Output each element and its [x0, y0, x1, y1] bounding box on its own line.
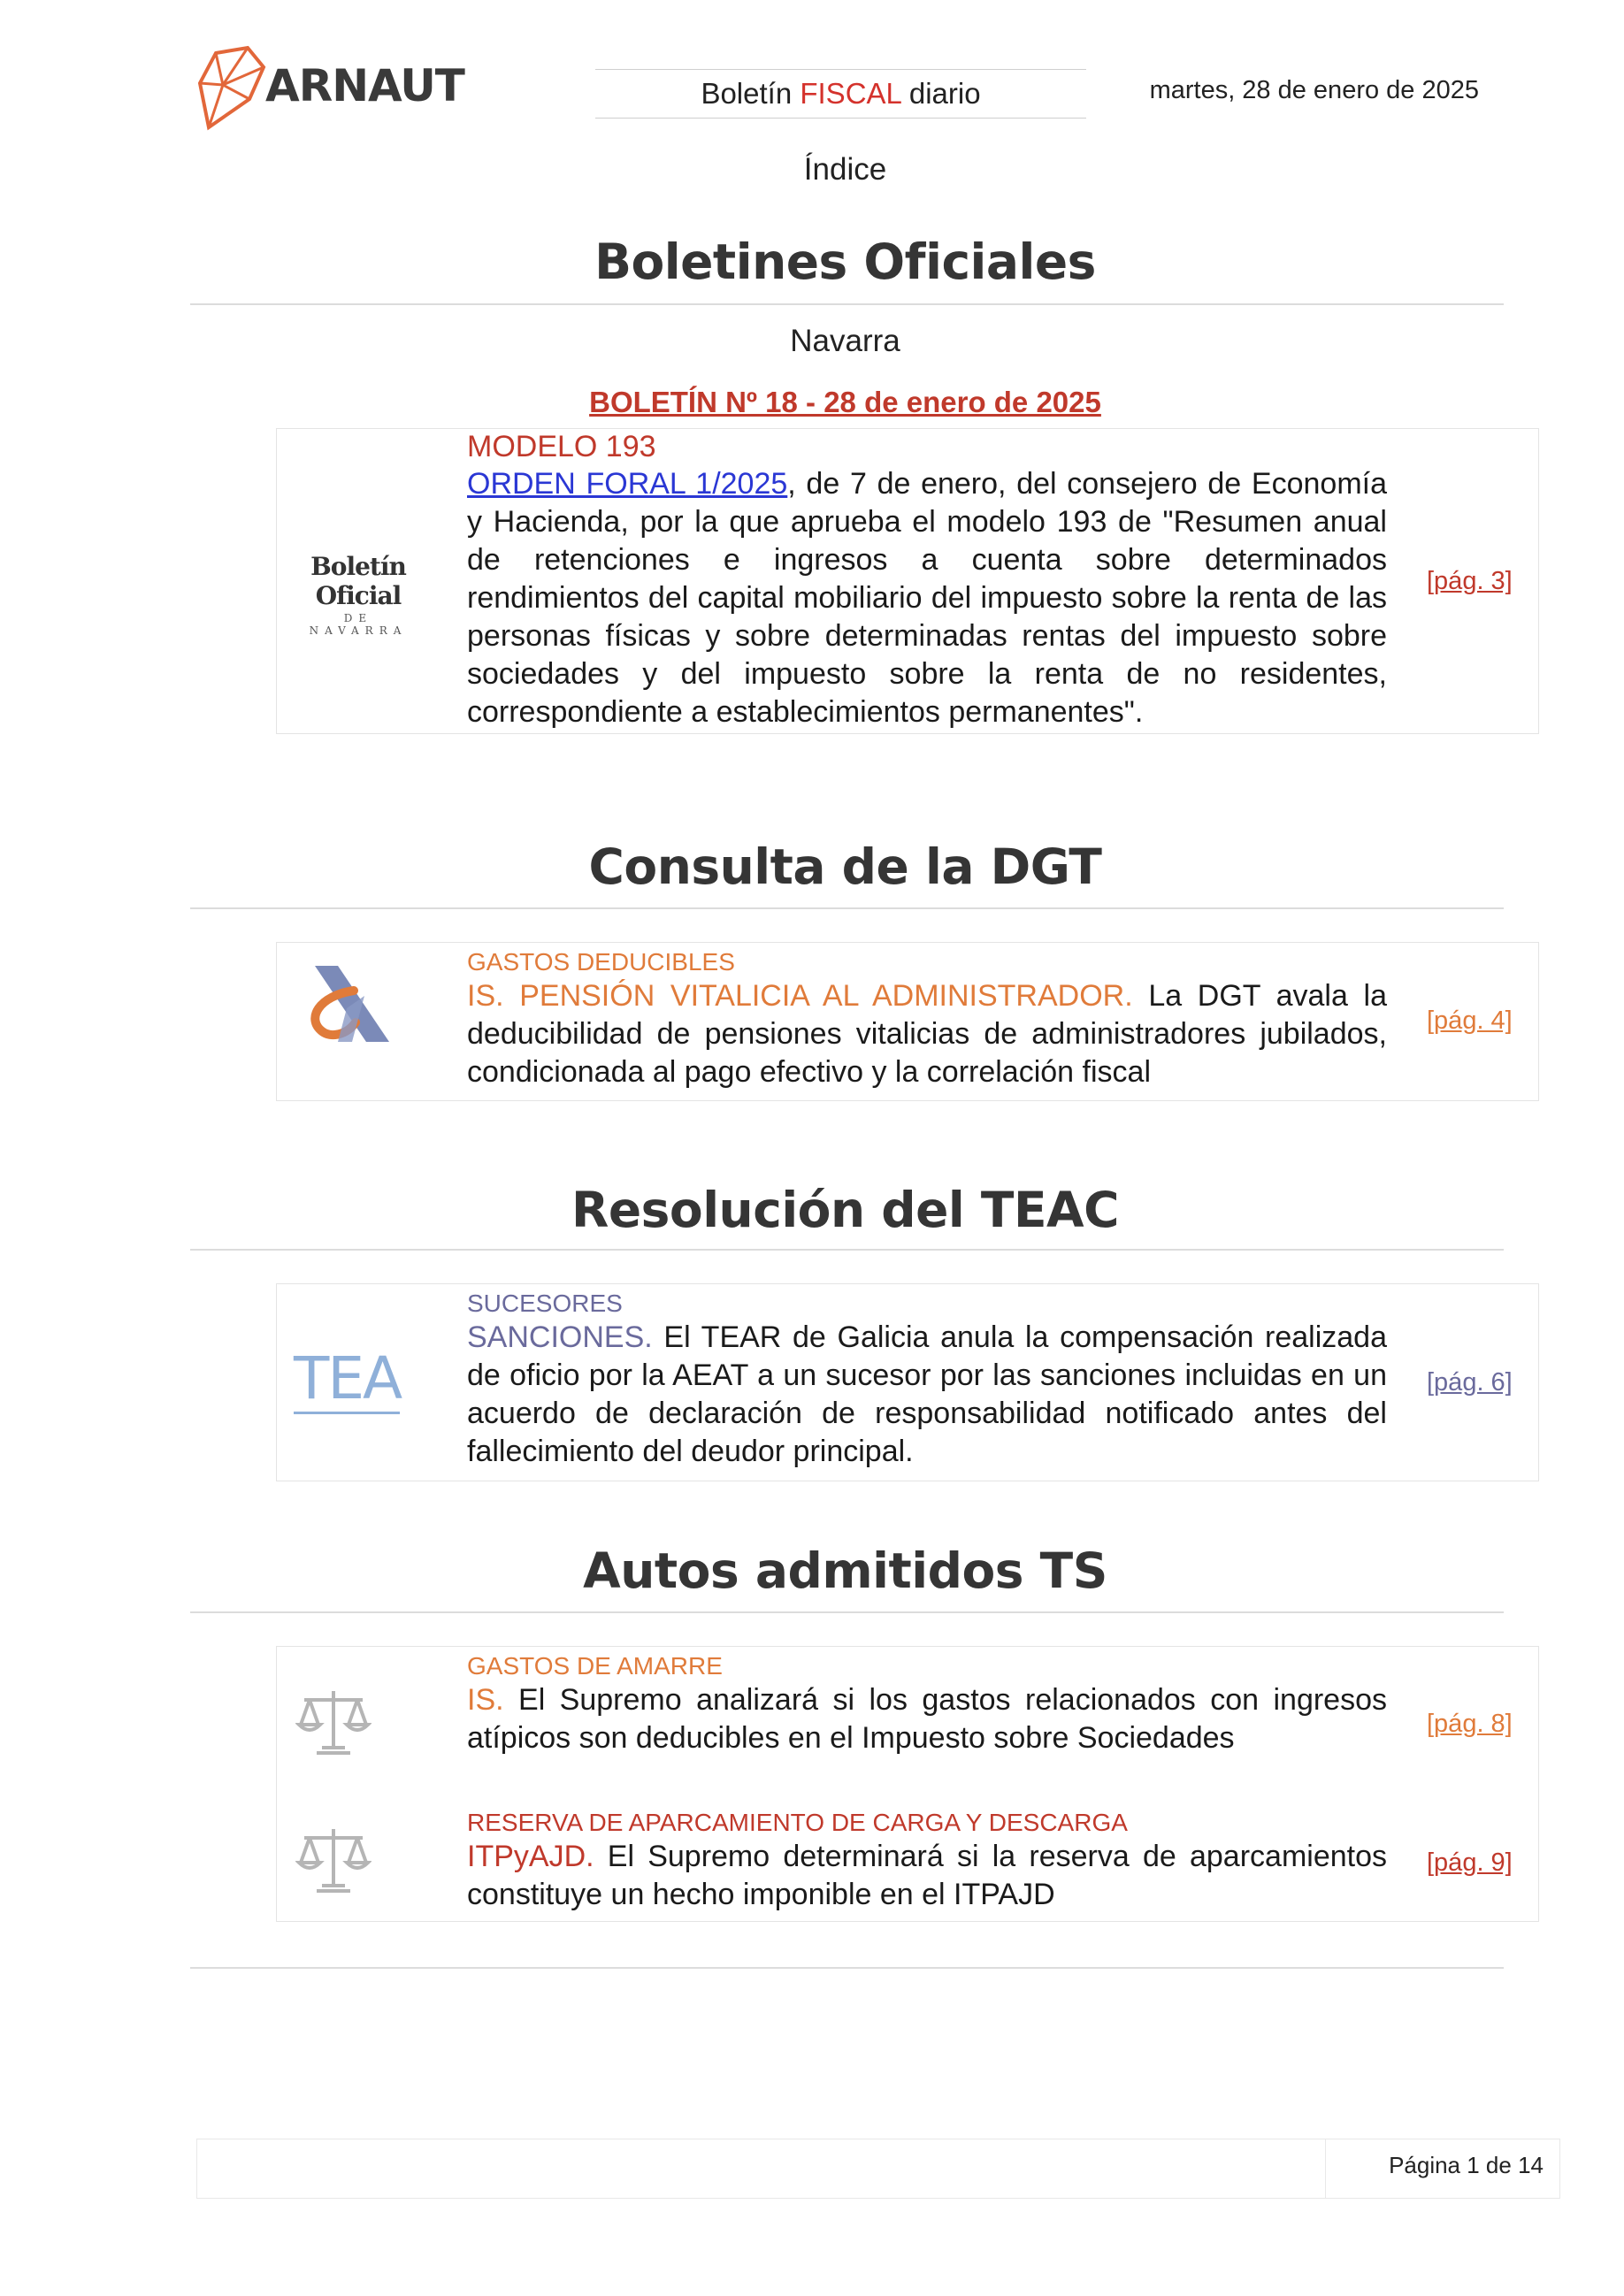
- section-title-dgt: Consulta de la DGT: [588, 838, 1102, 895]
- section-title-autos: Autos admitidos TS: [583, 1542, 1107, 1599]
- entry-category: MODELO 193: [467, 430, 656, 463]
- arnaut-logo: [196, 44, 464, 133]
- tea-logo-underline: [294, 1412, 400, 1414]
- bulletin-title-pre: Boletín: [701, 77, 801, 110]
- entry-body: La DGT avala la deducibilidad de pensiones vitalicias de administradores jubilados, condicionada al pago efectivo y la correlación fiscal: [467, 979, 1387, 1089]
- section-title-boletines: Boletines Oficiales: [594, 233, 1096, 290]
- entry-category: GASTOS DEDUCIBLES: [467, 948, 735, 976]
- entry-category: GASTOS DE AMARRE: [467, 1652, 723, 1680]
- region-heading: Navarra: [790, 324, 900, 358]
- footer: [196, 2139, 1560, 2199]
- index-heading: Índice: [803, 152, 887, 187]
- entry-lead: IS.: [467, 1683, 504, 1717]
- entry-text-autos-1: [467, 1651, 1387, 1757]
- footer-divider: [1325, 2139, 1326, 2198]
- arnaut-gem-icon: [196, 44, 267, 133]
- entry-body: El TEAR de Galicia anula la compensación realizada de oficio por la AEAT a un sucesor por las sanciones incluidas en un acuerdo de declaración de responsabilidad notificado antes del fallecimiento del deudor principal.: [467, 1320, 1387, 1468]
- page-ref-link[interactable]: [pág. 9]: [1427, 1848, 1513, 1877]
- section-divider: [190, 303, 1504, 305]
- bulletin-number-link[interactable]: BOLETÍN Nº 18 - 28 de enero de 2025: [589, 386, 1101, 418]
- entry-body: , de 7 de enero, del consejero de Economía y Hacienda, por la que aprueba el modelo 193 de "Resumen anual de retenciones e ingresos a cuenta sobre determinados rendimientos del capital mobiliario del impuesto sobre la renta de las personas físicas y sobre determinadas rentas del impuesto sobre sociedades y del impuesto sobre la renta de no residentes, correspondiente a establecimientos permanentes".: [467, 467, 1387, 729]
- entry-lead: ITPyAJD.: [467, 1840, 594, 1873]
- page-ref-link[interactable]: [pág. 6]: [1427, 1368, 1513, 1397]
- orden-foral-link[interactable]: ORDEN FORAL 1/2025: [467, 467, 788, 501]
- entry-text-navarra: [467, 428, 1387, 731]
- logo-text: ARNAUT: [265, 60, 464, 111]
- entry-category: SUCESORES: [467, 1290, 623, 1317]
- entry-text-dgt: [467, 947, 1387, 1091]
- bulletin-title: [595, 69, 1086, 119]
- scales-of-justice-icon: [295, 1684, 372, 1760]
- boletin-oficial-navarra-logo: [292, 552, 425, 637]
- logo-line-1: Boletín Oficial: [310, 552, 406, 610]
- logo-line-2: DE NAVARRA: [309, 612, 408, 637]
- tea-logo-text: TEA: [294, 1344, 402, 1412]
- entry-lead: IS. PENSIÓN VITALICIA AL ADMINISTRADOR.: [467, 979, 1133, 1013]
- section-title-teac: Resolución del TEAC: [571, 1182, 1119, 1238]
- entry-body: El Supremo determinará si la reserva de aparcamientos constituye un hecho imponible en el ITPAJD: [467, 1840, 1387, 1911]
- scales-of-justice-icon: [295, 1822, 372, 1898]
- entry-body: El Supremo analizará si los gastos relacionados con ingresos atípicos son deducibles en el Impuesto sobre Sociedades: [467, 1683, 1387, 1755]
- tea-logo: [294, 1346, 409, 1417]
- section-divider: [190, 1249, 1504, 1251]
- bulletin-title-fiscal: FISCAL: [800, 77, 901, 110]
- bulletin-title-post: diario: [900, 77, 981, 110]
- page-ref-link[interactable]: [pág. 8]: [1427, 1710, 1513, 1738]
- agencia-tributaria-logo-icon: [301, 960, 398, 1049]
- page-ref-link[interactable]: [pág. 4]: [1427, 1006, 1513, 1035]
- entry-text-teac: [467, 1289, 1387, 1471]
- entry-text-autos-2: [467, 1808, 1387, 1914]
- section-divider: [190, 1611, 1504, 1613]
- page-number: Página 1 de 14: [1389, 2152, 1544, 2178]
- bottom-divider: [190, 1967, 1504, 1969]
- entry-lead: SANCIONES.: [467, 1320, 653, 1354]
- section-divider: [190, 907, 1504, 909]
- entry-category: RESERVA DE APARCAMIENTO DE CARGA Y DESCARGA: [467, 1809, 1128, 1836]
- header-date: martes, 28 de enero de 2025: [1149, 76, 1479, 104]
- page-ref-link[interactable]: [pág. 3]: [1427, 567, 1513, 595]
